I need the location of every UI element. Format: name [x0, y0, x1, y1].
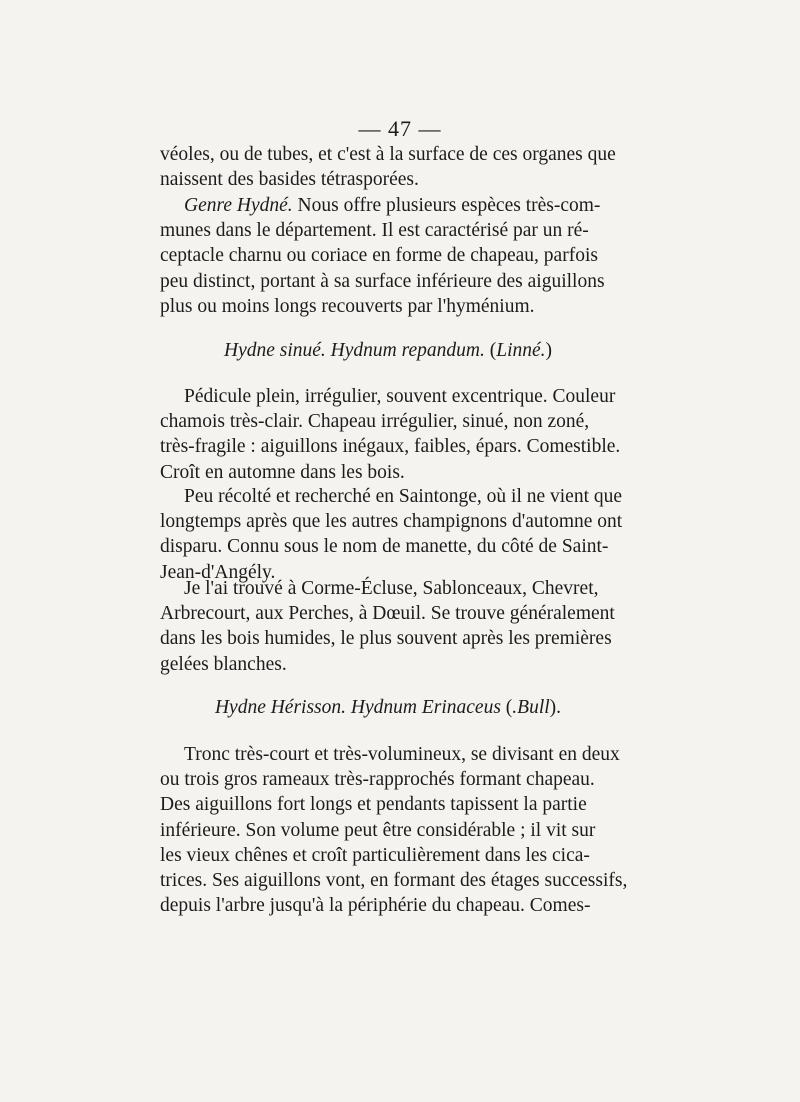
paragraph-description	[160, 384, 621, 485]
text-line: naissent des basides tétrasporées.	[160, 169, 419, 191]
text-line: longtemps après que les autres champignons d'automne ont	[160, 511, 623, 533]
text-line: depuis l'arbre jusqu'à la périphérie du chapeau. Comes-	[160, 895, 591, 917]
text-line	[160, 193, 616, 218]
paren-open: (	[489, 340, 497, 361]
text-line: Je l'ai trouvé à Corme-Écluse, Sablonceaux, Chevret,	[184, 578, 599, 599]
common-name: Hydne sinué.	[223, 340, 326, 361]
text-line: disparu. Connu sous le nom de manette, du côté de Saint-	[160, 536, 609, 558]
paragraph-locations	[160, 576, 616, 677]
text-line-content: Nous offre plusieurs espèces très-com-	[297, 195, 601, 216]
text-line: peu distinct, portant à sa surface inférieure des aiguillons	[160, 270, 605, 292]
text-line: Arbrecourt, aux Perches, à Dœuil. Se trouve généralement	[160, 603, 615, 625]
page-number: — 47 —	[358, 116, 442, 141]
paragraph-continuation	[160, 142, 616, 192]
paragraph-genre-hydne	[160, 193, 616, 319]
text-line: Jean-d'Angély.	[160, 561, 276, 583]
text-line: trices. Ses aiguillons vont, en formant des étages successifs,	[160, 870, 628, 892]
genre-label: Genre Hydné.	[184, 195, 293, 216]
text-line: Des aiguillons fort longs et pendants tapissent la partie	[160, 794, 587, 816]
paragraph-herisson-description	[160, 742, 628, 918]
paragraph-saintonge	[160, 484, 623, 585]
species-heading-hydne-sinue	[160, 340, 616, 362]
text-line	[160, 142, 616, 167]
text-line: Peu récolté et recherché en Saintonge, où il ne vient que	[184, 486, 623, 507]
text-line: Pédicule plein, irrégulier, souvent excentrique. Couleur	[184, 386, 616, 407]
text-line: ou trois gros rameaux très-rapprochés formant chapeau.	[160, 769, 595, 791]
text-line: les vieux chênes et croît particulièrement dans les cica-	[160, 844, 590, 866]
paren-open: (	[505, 697, 513, 718]
text-line-content: véoles, ou de tubes, et c'est à la surface de ces organes que	[160, 144, 616, 165]
text-line: Croît en automne dans les bois.	[160, 461, 405, 483]
latin-name: Hydnum Erinaceus	[350, 697, 501, 718]
author-name: .Bull	[512, 697, 550, 718]
text-line: Tronc très-court et très-volumineux, se divisant en deux	[184, 744, 620, 765]
text-line: inférieure. Son volume peut être considérable ; il vit sur	[160, 819, 596, 841]
species-heading-hydne-herisson	[160, 697, 616, 719]
author-name: Linné.	[496, 340, 546, 361]
latin-name: Hydnum repandum.	[330, 340, 485, 361]
text-line: plus ou moins longs recouverts par l'hyménium.	[160, 295, 535, 317]
text-line: très-fragile : aiguillons inégaux, faibles, épars. Comestible.	[160, 436, 621, 458]
text-line: dans les bois humides, le plus souvent après les premières	[160, 628, 612, 650]
text-line: gelées blanches.	[160, 653, 287, 675]
common-name: Hydne Hérisson.	[214, 697, 347, 718]
paren-close: )	[545, 340, 553, 361]
text-line: munes dans le département. Il est caractérisé par un ré-	[160, 220, 589, 242]
text-line: ceptacle charnu ou coriace en forme de chapeau, parfois	[160, 245, 598, 267]
paren-close: ).	[549, 697, 562, 718]
text-line: chamois très-clair. Chapeau irrégulier, sinué, non zoné,	[160, 411, 590, 433]
